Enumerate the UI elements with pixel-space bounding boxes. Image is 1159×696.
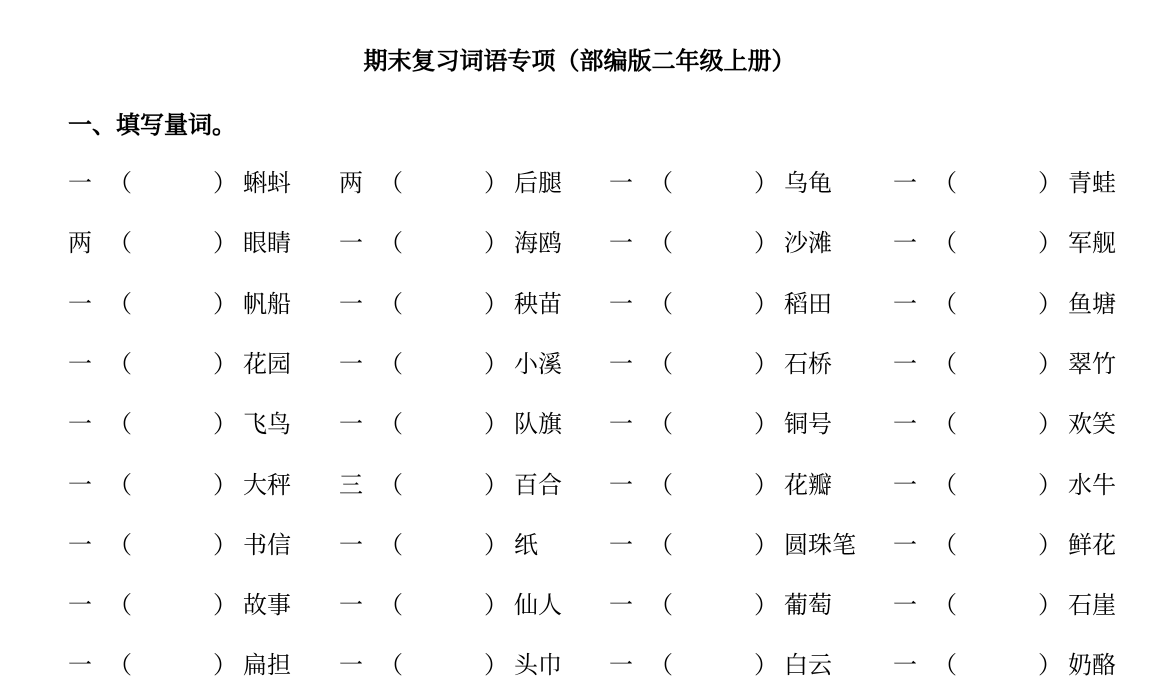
noun: 白云 [784,651,832,680]
exercise-row [0,527,1159,563]
blank-close-paren: ） [754,651,778,680]
blank-open-paren[interactable]: （ [649,229,673,258]
noun: 欢笑 [1068,410,1116,439]
numeral: 一 [68,530,92,559]
noun: 眼睛 [243,229,291,258]
noun: 蝌蚪 [243,169,291,197]
noun: 鱼塘 [1068,289,1116,318]
numeral: 一 [339,530,363,559]
blank-open-paren[interactable]: （ [649,651,673,680]
blank-open-paren[interactable]: （ [933,169,957,197]
page-title: 期末复习词语专项（部编版二年级上册） [363,47,796,75]
numeral: 一 [609,410,633,439]
blank-open-paren[interactable]: （ [649,289,673,318]
blank-close-paren: ） [1038,229,1062,258]
exercise-row [0,406,1159,442]
blank-close-paren: ） [213,530,237,559]
numeral: 一 [609,289,633,318]
numeral: 一 [609,591,633,620]
blank-open-paren[interactable]: （ [933,289,957,318]
blank-close-paren: ） [1038,651,1062,680]
numeral: 三 [339,470,363,499]
blank-open-paren[interactable]: （ [108,470,132,499]
blank-open-paren[interactable]: （ [379,591,403,620]
blank-close-paren: ） [213,229,237,258]
blank-close-paren: ） [484,289,508,318]
blank-close-paren: ） [484,651,508,680]
blank-close-paren: ） [213,349,237,378]
blank-open-paren[interactable]: （ [108,289,132,318]
noun: 铜号 [784,410,832,439]
numeral: 一 [893,651,917,680]
blank-close-paren: ） [484,349,508,378]
exercise-row [0,225,1159,261]
noun: 后腿 [514,169,562,197]
noun: 军舰 [1068,229,1116,258]
numeral: 一 [68,470,92,499]
blank-close-paren: ） [1038,349,1062,378]
exercise-row [0,346,1159,382]
blank-close-paren: ） [213,591,237,620]
noun: 沙滩 [784,229,832,258]
blank-open-paren[interactable]: （ [379,349,403,378]
noun: 头巾 [514,651,562,680]
blank-close-paren: ） [1038,470,1062,499]
blank-open-paren[interactable]: （ [108,349,132,378]
noun: 花园 [243,349,291,378]
numeral: 一 [339,410,363,439]
blank-close-paren: ） [213,651,237,680]
exercise-row [0,647,1159,683]
blank-close-paren: ） [484,530,508,559]
blank-open-paren[interactable]: （ [108,651,132,680]
noun: 仙人 [514,591,562,620]
blank-close-paren: ） [1038,169,1062,197]
numeral: 一 [68,349,92,378]
blank-open-paren[interactable]: （ [933,229,957,258]
noun: 帆船 [243,289,291,318]
numeral: 一 [609,651,633,680]
blank-close-paren: ） [754,289,778,318]
exercise-row [0,467,1159,503]
noun: 纸 [514,530,538,559]
noun: 石崖 [1068,591,1116,620]
noun: 飞鸟 [243,410,291,439]
exercise-row [0,165,1159,201]
numeral: 两 [339,169,363,197]
noun: 小溪 [514,349,562,378]
blank-open-paren[interactable]: （ [649,410,673,439]
blank-open-paren[interactable]: （ [379,169,403,197]
blank-open-paren[interactable]: （ [379,289,403,318]
blank-close-paren: ） [484,229,508,258]
numeral: 一 [339,229,363,258]
noun: 葡萄 [784,591,832,620]
blank-close-paren: ） [484,470,508,499]
numeral: 一 [893,410,917,439]
noun: 扁担 [243,651,291,680]
blank-close-paren: ） [484,169,508,197]
numeral: 一 [339,651,363,680]
blank-open-paren[interactable]: （ [379,410,403,439]
noun: 水牛 [1068,470,1116,499]
blank-close-paren: ） [213,410,237,439]
blank-close-paren: ） [754,169,778,197]
numeral: 一 [68,410,92,439]
blank-open-paren[interactable]: （ [108,169,132,197]
blank-open-paren[interactable]: （ [933,410,957,439]
blank-close-paren: ） [754,530,778,559]
numeral: 一 [339,349,363,378]
numeral: 一 [893,289,917,318]
noun: 乌龟 [784,169,832,197]
blank-open-paren[interactable]: （ [108,591,132,620]
blank-open-paren[interactable]: （ [933,349,957,378]
blank-open-paren[interactable]: （ [649,530,673,559]
blank-open-paren[interactable]: （ [933,530,957,559]
numeral: 一 [68,651,92,680]
blank-open-paren[interactable]: （ [933,651,957,680]
numeral: 一 [609,229,633,258]
numeral: 一 [339,591,363,620]
numeral: 一 [68,289,92,318]
blank-open-paren[interactable]: （ [108,530,132,559]
blank-close-paren: ） [213,289,237,318]
blank-close-paren: ） [1038,591,1062,620]
numeral: 一 [609,530,633,559]
blank-close-paren: ） [754,470,778,499]
blank-close-paren: ） [754,349,778,378]
numeral: 一 [609,169,633,197]
blank-open-paren[interactable]: （ [379,651,403,680]
blank-open-paren[interactable]: （ [108,229,132,258]
blank-close-paren: ） [484,410,508,439]
numeral: 一 [609,349,633,378]
section-heading: 一、填写量词。 [68,111,236,139]
blank-close-paren: ） [1038,530,1062,559]
blank-close-paren: ） [754,410,778,439]
noun: 鲜花 [1068,530,1116,559]
blank-close-paren: ） [1038,410,1062,439]
noun: 青蛙 [1068,169,1116,197]
blank-open-paren[interactable]: （ [649,591,673,620]
blank-close-paren: ） [1038,289,1062,318]
numeral: 一 [893,530,917,559]
numeral: 一 [893,349,917,378]
blank-open-paren[interactable]: （ [649,349,673,378]
noun: 奶酪 [1068,651,1116,680]
numeral: 一 [68,591,92,620]
numeral: 一 [68,169,92,197]
exercise-row [0,587,1159,623]
noun: 队旗 [514,410,562,439]
noun: 花瓣 [784,470,832,499]
blank-close-paren: ） [484,591,508,620]
numeral: 一 [893,591,917,620]
numeral: 两 [68,229,92,258]
noun: 圆珠笔 [784,530,856,559]
blank-open-paren[interactable]: （ [379,229,403,258]
numeral: 一 [609,470,633,499]
blank-open-paren[interactable]: （ [649,169,673,197]
noun: 石桥 [784,349,832,378]
noun: 故事 [243,591,291,620]
noun: 稻田 [784,289,832,318]
numeral: 一 [893,470,917,499]
noun: 翠竹 [1068,349,1116,378]
blank-close-paren: ） [213,470,237,499]
blank-close-paren: ） [754,229,778,258]
blank-open-paren[interactable]: （ [649,470,673,499]
blank-close-paren: ） [754,591,778,620]
blank-open-paren[interactable]: （ [933,591,957,620]
numeral: 一 [893,229,917,258]
blank-close-paren: ） [213,169,237,197]
numeral: 一 [893,169,917,197]
noun: 大秤 [243,470,291,499]
blank-open-paren[interactable]: （ [379,530,403,559]
noun: 百合 [514,470,562,499]
blank-open-paren[interactable]: （ [108,410,132,439]
noun: 书信 [243,530,291,559]
numeral: 一 [339,289,363,318]
noun: 秧苗 [514,289,562,318]
blank-open-paren[interactable]: （ [379,470,403,499]
noun: 海鸥 [514,229,562,258]
blank-open-paren[interactable]: （ [933,470,957,499]
exercise-row [0,286,1159,322]
